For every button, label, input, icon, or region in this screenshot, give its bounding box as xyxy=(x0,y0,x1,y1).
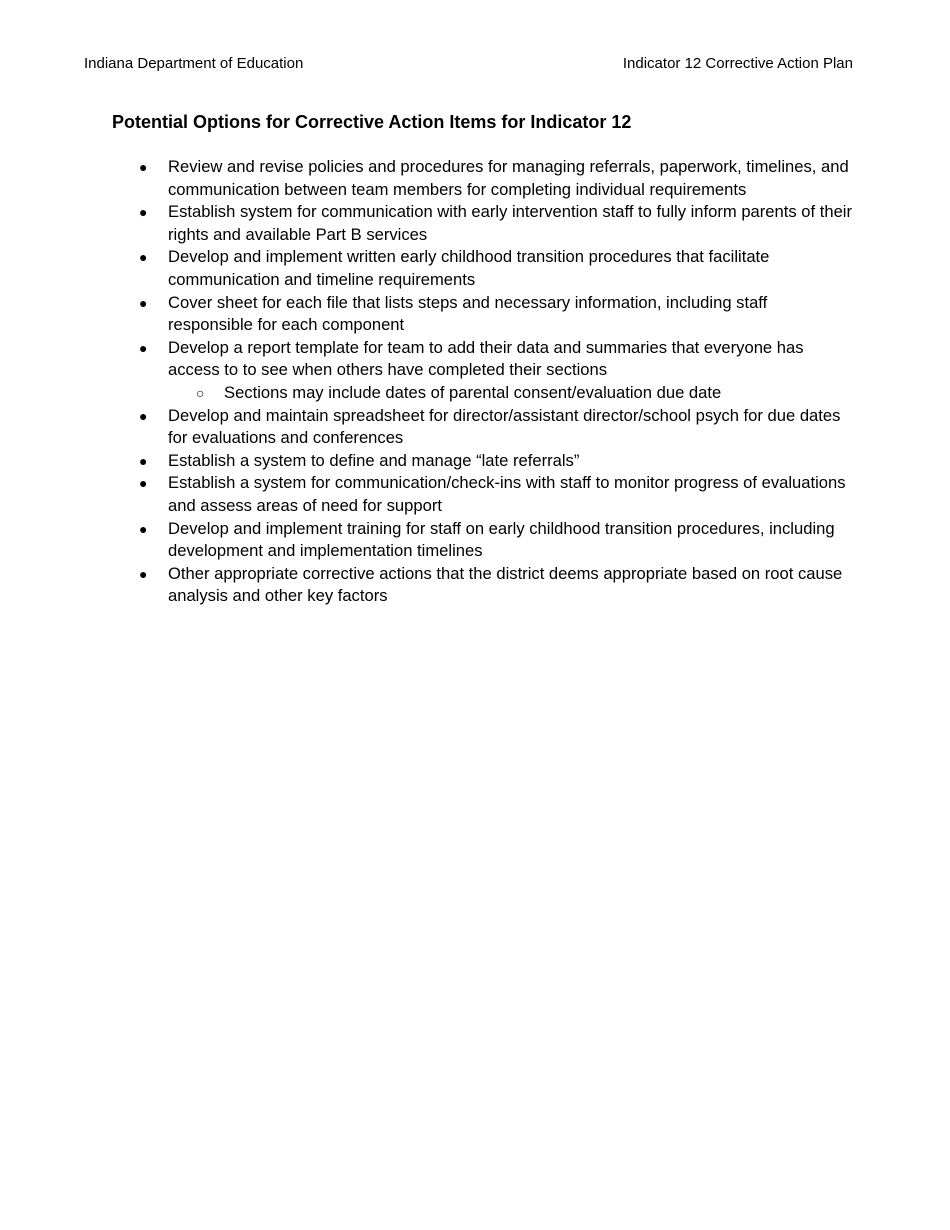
list-item-text: Establish a system for communication/check-ins with staff to monitor progress of evaluations and assess areas of need for support xyxy=(168,473,846,515)
list-item xyxy=(112,246,852,291)
header-document-title: Indicator 12 Corrective Action Plan xyxy=(622,55,853,72)
list-item xyxy=(112,472,852,517)
bullet-icon: ● xyxy=(139,294,148,311)
bullet-icon: ● xyxy=(139,339,148,356)
list-item xyxy=(112,518,852,563)
page-content xyxy=(112,111,852,608)
bullet-icon: ● xyxy=(139,249,148,266)
hollow-bullet-icon: ○ xyxy=(196,384,205,401)
sub-list-item-text: Sections may include dates of parental consent/evaluation due date xyxy=(224,382,722,402)
list-item xyxy=(112,405,852,450)
bullet-icon: ● xyxy=(139,452,148,469)
list-item-text: Review and revise policies and procedures for managing referrals, paperwork, timelines, and communication between team members for completing individual requirements xyxy=(168,157,849,199)
list-item xyxy=(112,201,852,246)
list-item xyxy=(112,292,852,337)
list-item-text: Develop a report template for team to add their data and summaries that everyone has access to to see when others have completed their sections xyxy=(168,337,804,380)
list-item-text: Develop and implement written early childhood transition procedures that facilitate communication and timeline requirements xyxy=(168,247,770,289)
list-item-text: Establish system for communication with early intervention staff to fully inform parents of their rights and available Part B services xyxy=(168,202,853,244)
list-item-text: Cover sheet for each file that lists steps and necessary information, including staff responsible for each component xyxy=(168,292,768,335)
list-item-text: Establish a system to define and manage “late referrals” xyxy=(168,450,580,470)
sub-list-item xyxy=(168,382,852,405)
section-title: Potential Options for Corrective Action Items for Indicator 12 xyxy=(112,112,632,132)
list-item-text: Develop and implement training for staff on early childhood transition procedures, including development and implementation timelines xyxy=(168,518,835,561)
bullet-icon: ● xyxy=(139,565,148,582)
bullet-icon: ● xyxy=(139,407,148,424)
page-header xyxy=(84,55,853,73)
sub-list xyxy=(168,382,852,405)
list-item xyxy=(112,337,852,405)
bullet-icon: ● xyxy=(139,520,148,537)
list-item xyxy=(112,563,852,608)
bullet-icon: ● xyxy=(139,159,148,175)
list-item-text: Other appropriate corrective actions that the district deems appropriate based on root cause analysis and other key factors xyxy=(168,563,843,606)
header-organization: Indiana Department of Education xyxy=(84,55,304,72)
list-item-text: Develop and maintain spreadsheet for director/assistant director/school psych for due dates for evaluations and conferences xyxy=(168,405,841,448)
bullet-icon: ● xyxy=(139,475,148,492)
corrective-action-list xyxy=(112,156,852,608)
bullet-icon: ● xyxy=(139,204,148,221)
list-item xyxy=(112,156,852,201)
list-item xyxy=(112,450,852,473)
